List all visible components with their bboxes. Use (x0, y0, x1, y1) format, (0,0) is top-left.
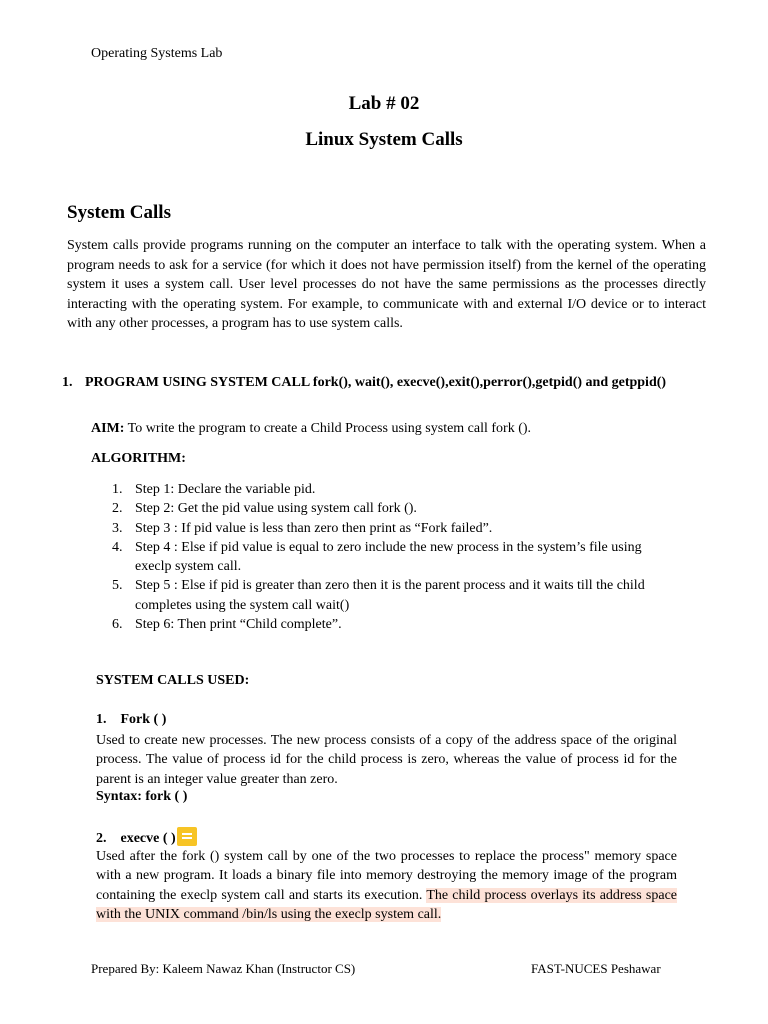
aim-line (91, 421, 531, 437)
fork-paragraph: Used to create new processes. The new process consists of a copy of the address space of the original process. The value of process id for the child process is zero, whereas the value of process id for the parent is an integer value greater than zero. (96, 733, 677, 787)
program-title: PROGRAM USING SYSTEM CALL fork(), wait(), execve(),exit(),perror(),getpid() and getppid() (85, 375, 667, 390)
step-number: 6. (112, 617, 123, 633)
step-number: 3. (112, 520, 123, 536)
execve-text: Used after the fork () system call by one of the two processes to replace the process" memory space with a new program. It loads a binary file into memory destroying the memory image of the program containing the execlp system call and starts its execution. (96, 849, 677, 903)
footer-author: Prepared By: Kaleem Nawaz Khan (Instructor CS) (91, 961, 356, 976)
step-text: Step 2: Get the pid value using system call fork (). (135, 501, 417, 517)
step-item (108, 499, 668, 518)
system-calls-used-heading: SYSTEM CALLS USED: (96, 673, 250, 688)
step-item (108, 538, 668, 577)
algorithm-steps (108, 480, 668, 634)
algorithm-label: ALGORITHM: (91, 451, 186, 466)
program-heading (62, 373, 702, 393)
execve-heading: 2. execve ( ) (96, 831, 176, 846)
step-number: 2. (112, 501, 123, 517)
execve-paragraph (96, 847, 677, 925)
highlighted-text: The child process overlays its address space with the UNIX command /bin/ls using the execlp system call. (96, 887, 677, 923)
program-number: 1. (62, 375, 73, 390)
step-number: 1. (112, 482, 123, 497)
step-text: Step 6: Then print “Child complete”. (135, 617, 342, 633)
page-header: Operating Systems Lab (91, 46, 223, 61)
step-item (108, 480, 668, 499)
step-item (108, 519, 668, 538)
step-number: 4. (112, 539, 123, 555)
comment-icon[interactable] (177, 827, 197, 846)
step-item (108, 576, 668, 615)
step-item (108, 615, 668, 634)
fork-heading: 1. Fork ( ) (96, 712, 167, 727)
lab-title: Lab # 02 (348, 93, 420, 114)
step-text: Step 3 : If pid value is less than zero then print as “Fork failed”. (135, 520, 493, 536)
aim-text: To write the program to create a Child Process using system call fork (). (124, 421, 532, 436)
system-calls-paragraph: System calls provide programs running on the computer an interface to talk with the operating system. When a program needs to ask for a service (for which it does not have permission itself) from the kernel of the operating system it uses a system call. User level processes do not have the same permissions as the processes directly interacting with the operating system. For example, to communicate with and external I/O device or to interact with any other processes, a program has to use system calls. (67, 238, 706, 331)
step-text: Step 1: Declare the variable pid. (135, 482, 316, 497)
lab-subtitle: Linux System Calls (305, 129, 463, 150)
step-text: Step 4 : Else if pid value is equal to zero include the new process in the system’s file using execlp system call. (135, 539, 642, 575)
fork-syntax: Syntax: fork ( ) (96, 789, 188, 804)
step-text: Step 5 : Else if pid is greater than zero then it is the parent process and it waits till the child completes using the system call wait() (135, 578, 645, 613)
section-heading: System Calls (67, 202, 171, 223)
aim-label: AIM: (91, 421, 125, 436)
step-number: 5. (112, 578, 123, 594)
execve-heading-line (96, 827, 197, 847)
footer-institution: FAST-NUCES Peshawar (531, 961, 661, 976)
